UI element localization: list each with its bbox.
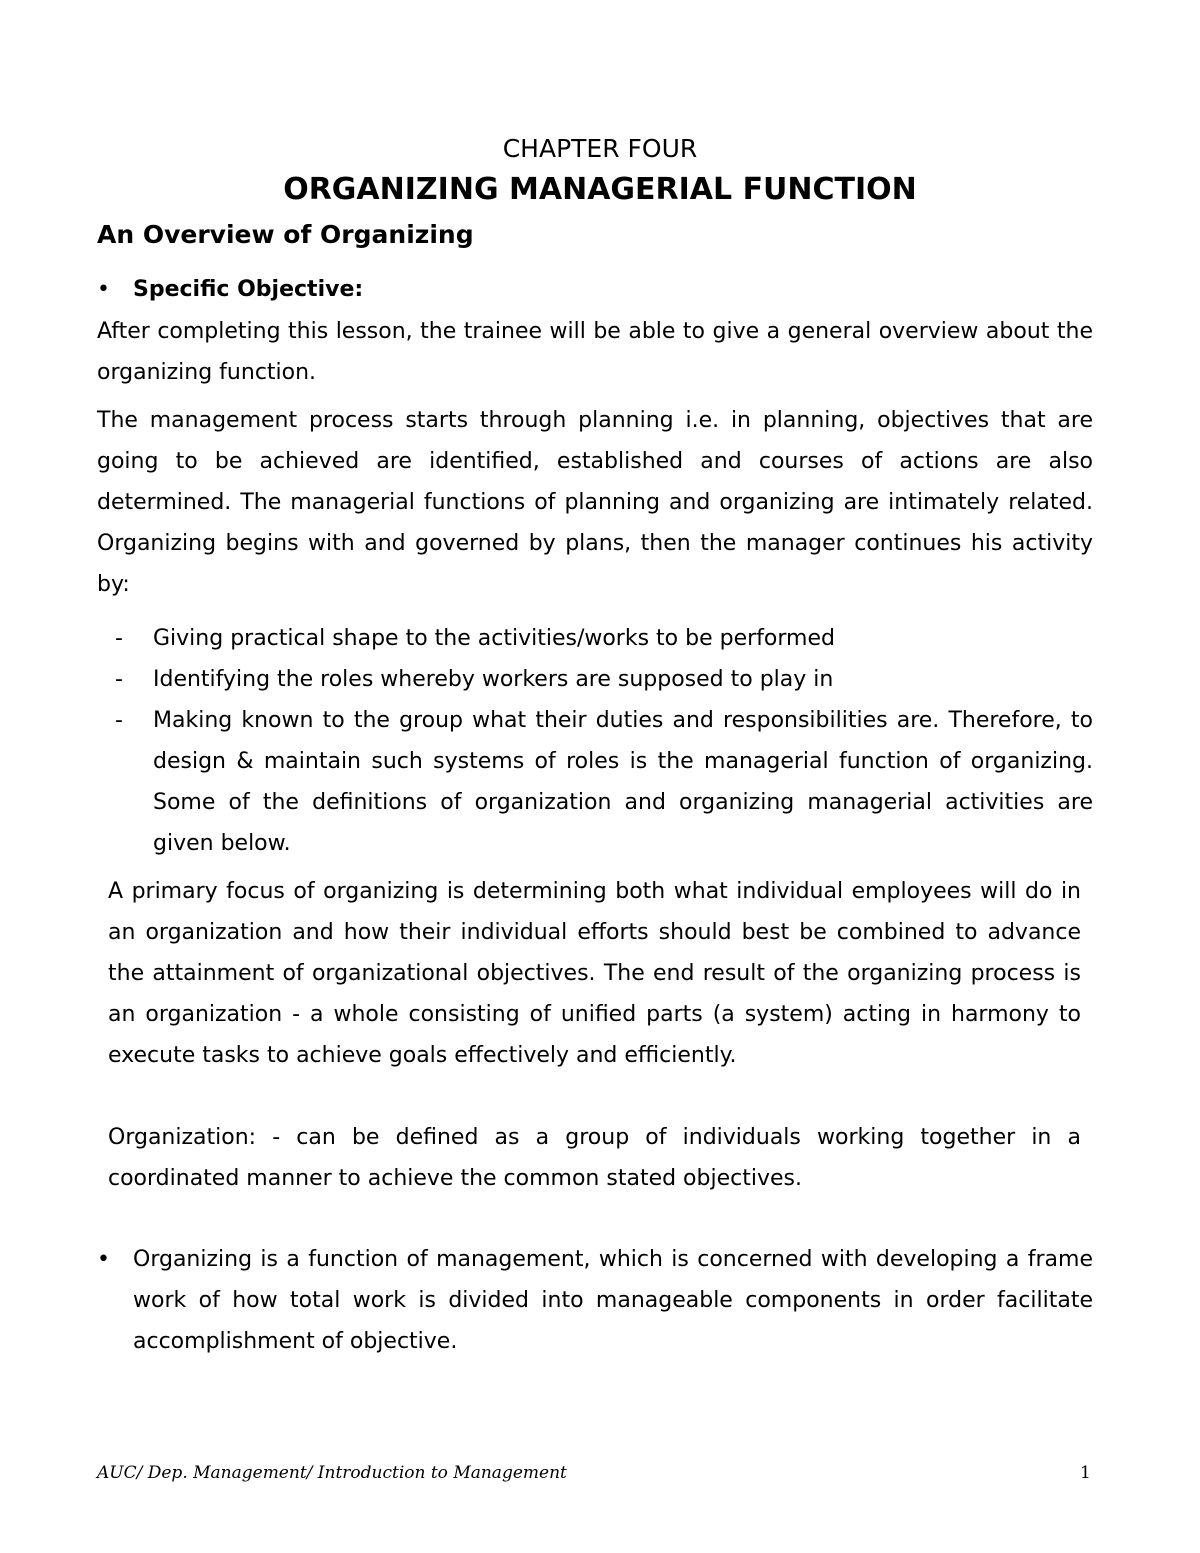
list-item (97, 700, 1093, 864)
definition-paragraph: Organization: - can be defined as a group of individuals working together in a coordinated manner to achieve the common stated objectives. (108, 1125, 1081, 1191)
page-title: ORGANIZING MANAGERIAL FUNCTION (283, 172, 917, 207)
function-bullet (97, 1239, 1093, 1362)
list-item-text: Identifying the roles whereby workers are supposed to play in (153, 667, 834, 692)
bullet-icon: • (97, 277, 110, 302)
footer-text: AUC/ Dep. Management/ Introduction to Management (97, 1463, 567, 1483)
intro-paragraph: The management process starts through planning i.e. in planning, objectives that are going to be achieved are identified, established and courses of actions are also determined. The managerial functions of planning and organizing are intimately related. Organizing begins with and governed by plans, then the manager continues his activity by: (97, 408, 1093, 597)
function-bullet-text: Organizing is a function of management, which is concerned with developing a frame work of how total work is divided into manageable components in order facilitate accomplishment of objective. (133, 1247, 1093, 1354)
list-item-text: Making known to the group what their duties and responsibilities are. Therefore, to design & maintain such systems of roles is the managerial function of organizing. Some of the definitions of organization and organizing managerial activities are given below. (153, 708, 1093, 856)
list-item (97, 618, 1093, 659)
objective-label: Specific Objective: (133, 277, 364, 302)
chapter-label: CHAPTER FOUR (502, 134, 698, 163)
objective-text: After completing this lesson, the trainee will be able to give a general overview about the organizing function. (97, 319, 1093, 385)
dash-bullet: - (115, 626, 123, 651)
dash-bullet: - (115, 667, 123, 692)
bullet-icon: • (97, 1247, 110, 1272)
section-heading: An Overview of Organizing (97, 220, 474, 249)
list-item (97, 659, 1093, 700)
focus-paragraph: A primary focus of organizing is determining both what individual employees will do in an organization and how their individual efforts should best be combined to advance the attainment of organizational objectives. The end result of the organizing process is an organization - a whole consisting of unified parts (a system) acting in harmony to execute tasks to achieve goals effectively and efficiently. (108, 879, 1081, 1068)
dash-bullet: - (115, 708, 123, 733)
page-number: 1 (1080, 1463, 1091, 1483)
list-item-text: Giving practical shape to the activities/works to be performed (153, 626, 835, 651)
activities-list (97, 618, 1093, 864)
